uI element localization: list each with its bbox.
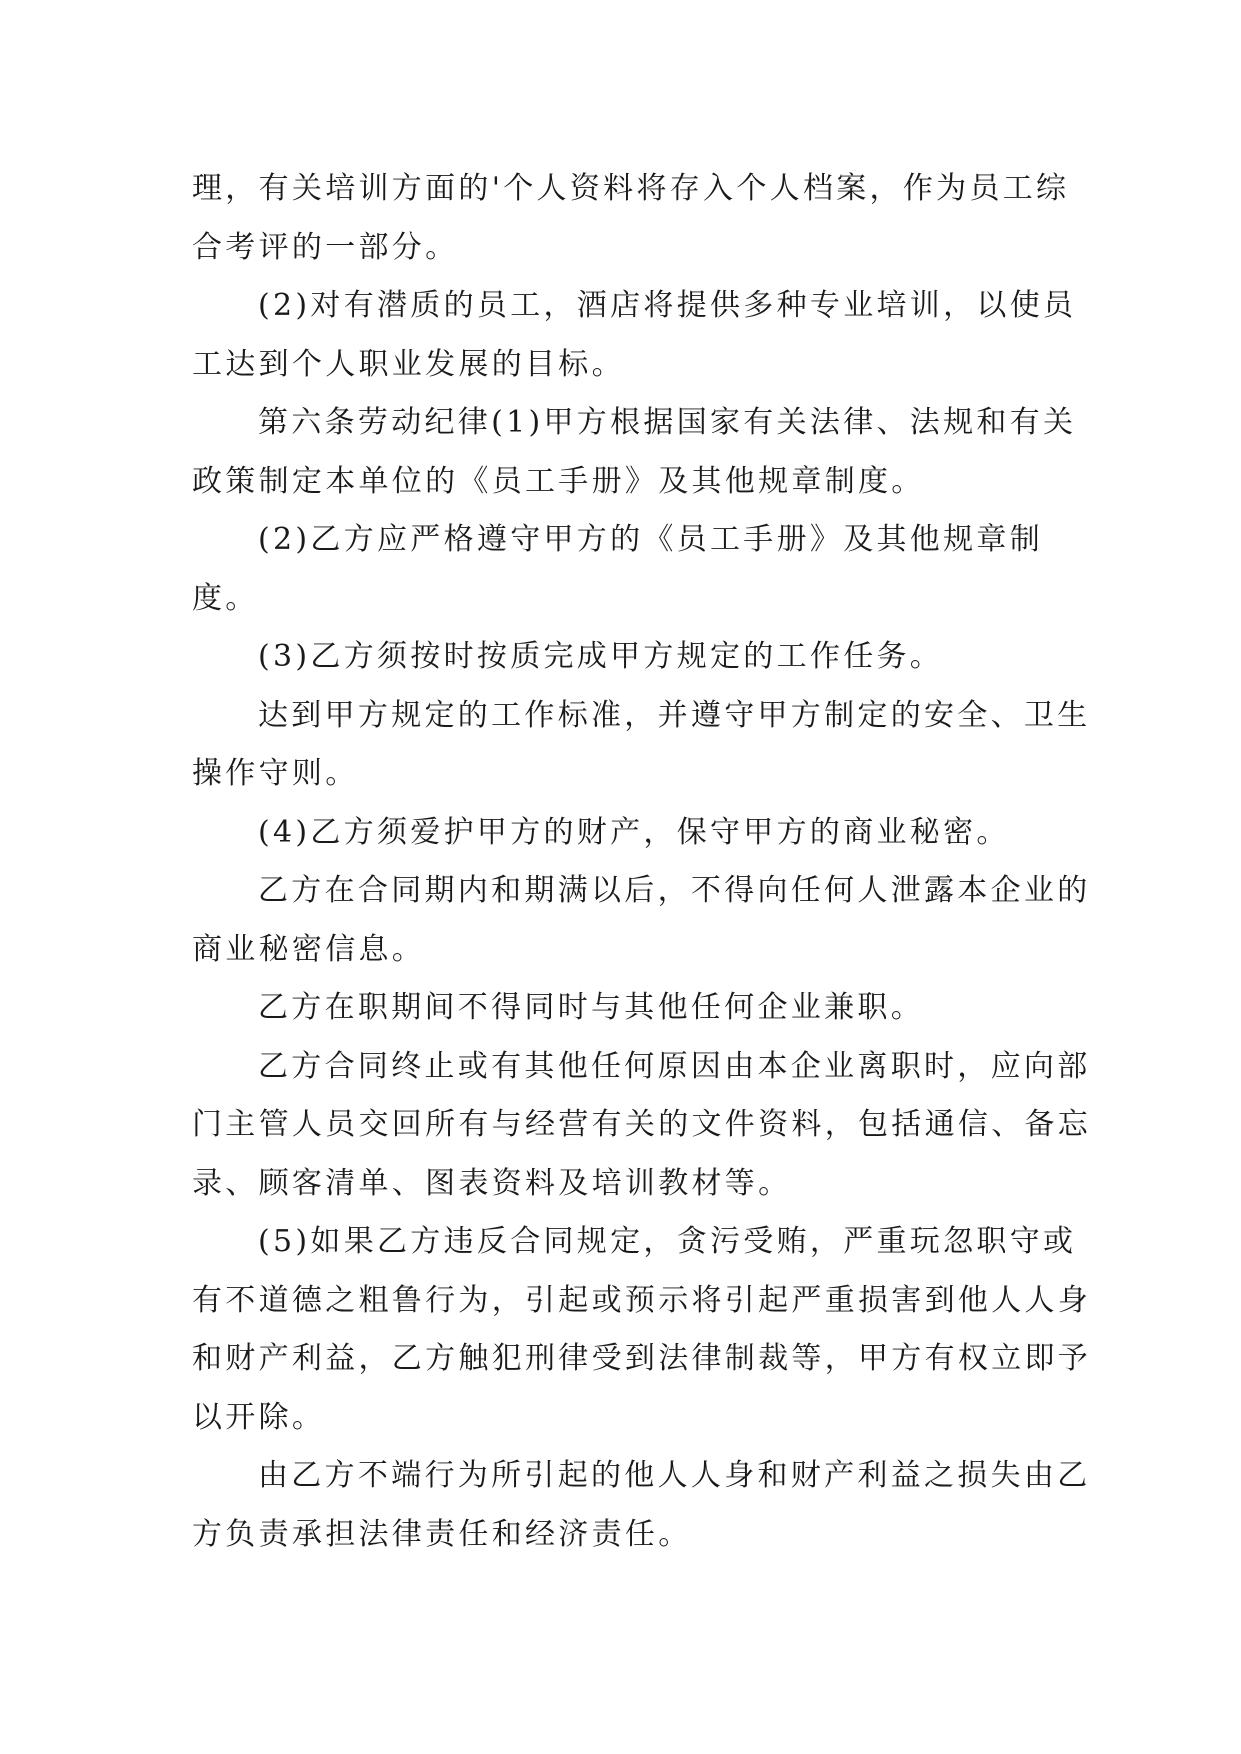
paragraph-8: 乙方在合同期内和期满以后，不得向任何人泄露本企业的商业秘密信息。: [192, 873, 1091, 967]
paragraph-10: 乙方合同终止或有其他任何原因由本企业离职时，应向部门主管人员交回所有与经营有关的文件资料，包括通信、备忘录、顾客清单、图表资料及培训教材等。: [192, 1048, 1092, 1201]
paragraph-12: 由乙方不端行为所引起的他人人身和财产利益之损失由乙方负责承担法律责任和经济责任。: [192, 1458, 1091, 1552]
paragraph-9: 乙方在职期间不得同时与其他任何企业兼职。: [258, 990, 924, 1025]
paragraph-11: (5)如果乙方违反合同规定，贪污受贿，严重玩忽职守或有不道德之粗鲁行为，引起或预示将引起严重损害到他人人身和财产利益，乙方触犯刑律受到法律制裁等，甲方有权立即予以开除。: [192, 1224, 1092, 1435]
paragraph-7: (4)乙方须爱护甲方的财产，保守甲方的商业秘密。: [258, 814, 1010, 850]
paragraph-5: (3)乙方须按时按质完成甲方规定的工作任务。: [258, 639, 944, 674]
paragraph-1: 理，有关培训方面的'个人资料将存入个人档案，作为员工综合考评的一部分。: [192, 171, 1070, 265]
paragraph-4: (2)乙方应严格遵守甲方的《员工手册》及其他规章制度。: [192, 522, 1043, 616]
paragraph-2: (2)对有潜质的员工，酒店将提供多种专业培训，以使员工达到个人职业发展的目标。: [192, 288, 1077, 382]
paragraph-3: 第六条劳动纪律(1)甲方根据国家有关法律、法规和有关政策制定本单位的《员工手册》及其他规章制度。: [192, 405, 1077, 499]
paragraph-6: 达到甲方规定的工作标准，并遵守甲方制定的安全、卫生操作守则。: [192, 697, 1091, 791]
document-body: [192, 160, 1092, 1564]
